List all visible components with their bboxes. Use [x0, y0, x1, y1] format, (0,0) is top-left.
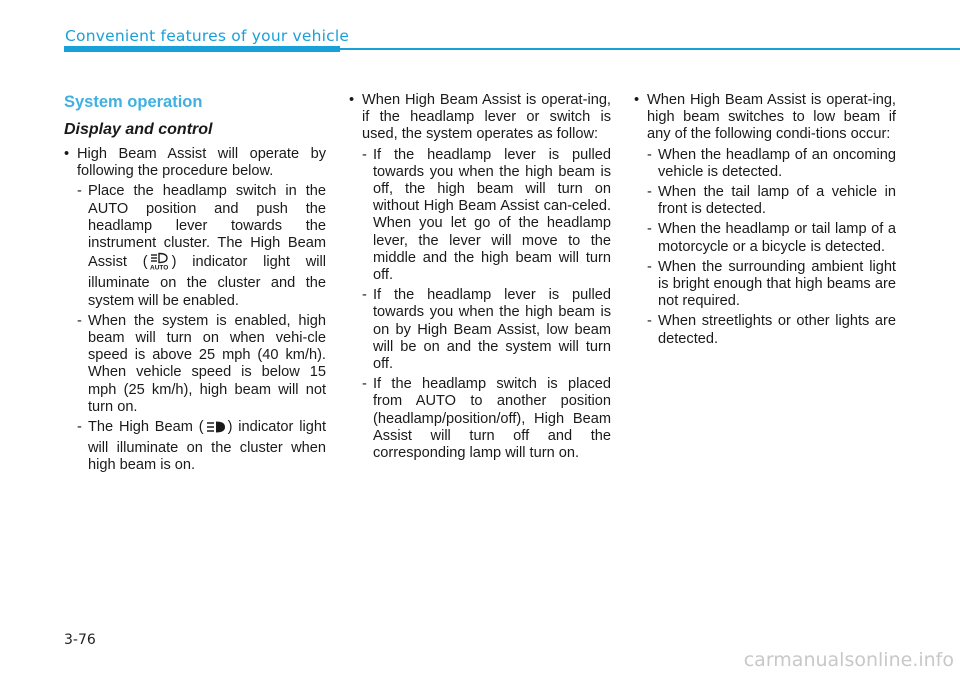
- sub-list-item: [64, 419, 326, 475]
- sub-item-text: When streetlights or other lights are detected.: [658, 313, 896, 347]
- dash-marker: -: [647, 184, 652, 201]
- sub-list-item: [634, 184, 896, 218]
- left-column: [64, 92, 326, 478]
- dash-marker: -: [362, 287, 367, 304]
- sub-list-item: [349, 147, 611, 285]
- page-number: 3-76: [64, 632, 96, 648]
- bullet-item: [64, 146, 326, 180]
- dash-marker: -: [362, 376, 367, 393]
- sub-item-text: If the headlamp lever is pulled towards you when the high beam is on by High Beam Assist, low beam will be on and the system will turn off.: [373, 287, 611, 373]
- bullet-text: High Beam Assist will operate by following the procedure below.: [77, 146, 326, 180]
- sub-item-text: When the system is enabled, high beam will turn on when vehi-cle speed is above 25 mph (40 km/h). When vehicle speed is below 15 mph (25 km/h), high beam will not turn on.: [88, 312, 326, 415]
- dash-marker: -: [77, 419, 82, 436]
- sub-item-text: When the headlamp or tail lamp of a motorcycle or a bicycle is detected.: [658, 221, 896, 255]
- high-beam-assist-auto-icon: [149, 252, 171, 275]
- sub-list-item: [634, 313, 896, 347]
- bullet-text: When High Beam Assist is operat-ing, high beam switches to low beam if any of the following condi-tions occur:: [647, 92, 896, 143]
- sub-list-item: [634, 147, 896, 181]
- sub-list-item: [634, 221, 896, 255]
- sub-list-item: [349, 287, 611, 373]
- sub-item-text: If the headlamp lever is pulled towards you when the high beam is off, the high beam will turn on without High Beam Assist can-celed. When you let go of the headlamp lever, the lever will move to the middle and the high beam will turn off.: [373, 146, 611, 284]
- dash-marker: -: [77, 312, 82, 329]
- sub-item-text: When the headlamp of an oncoming vehicle is detected.: [658, 146, 896, 180]
- dash-marker: -: [647, 146, 652, 163]
- sub-item-text: If the headlamp switch is placed from AUTO to another position (headlamp/position/off), High Beam Assist will turn off and the corresponding lamp will turn on.: [373, 376, 611, 462]
- sub-item-text: Place the headlamp switch in the AUTO position and push the headlamp lever towards the instrument cluster. The High Beam Assist (: [88, 183, 326, 271]
- dash-marker: -: [647, 221, 652, 238]
- sub-item-text: When the surrounding ambient light is bright enough that high beams are not required.: [658, 258, 896, 310]
- sub-list-item: [634, 259, 896, 311]
- sub-item-text: ) indicator light will illuminate on the cluster and the system will be enabled.: [88, 254, 326, 309]
- bullet-text: When High Beam Assist is operat-ing, if the headlamp lever or switch is used, the system operates as follow:: [362, 92, 611, 143]
- sub-list-item: [64, 313, 326, 416]
- header-accent-bar: [64, 46, 340, 52]
- high-beam-icon: [205, 420, 227, 440]
- section-heading: System operation: [64, 93, 203, 111]
- sub-item-text: When the tail lamp of a vehicle in front is detected.: [658, 184, 896, 218]
- header-divider-line: [340, 48, 960, 50]
- svg-text:AUTO: AUTO: [149, 264, 168, 271]
- dash-marker: -: [647, 313, 652, 330]
- right-column: [634, 92, 896, 351]
- dash-marker: -: [647, 258, 652, 275]
- sub-list-item: [64, 183, 326, 309]
- dash-marker: -: [362, 146, 367, 163]
- section-header-title: Convenient features of your vehicle: [65, 27, 350, 45]
- sub-list-item: [349, 376, 611, 462]
- bullet-item: [634, 92, 896, 144]
- sub-item-text: The High Beam (: [88, 419, 204, 436]
- sub-item-text: ) indicator light will illuminate on the cluster when high beam is on.: [88, 419, 326, 474]
- bullet-item: [349, 92, 611, 144]
- sub-heading: Display and control: [64, 121, 213, 138]
- watermark: carmanualsonline.info: [743, 649, 954, 671]
- middle-column: [349, 92, 611, 465]
- dash-marker: -: [77, 183, 82, 200]
